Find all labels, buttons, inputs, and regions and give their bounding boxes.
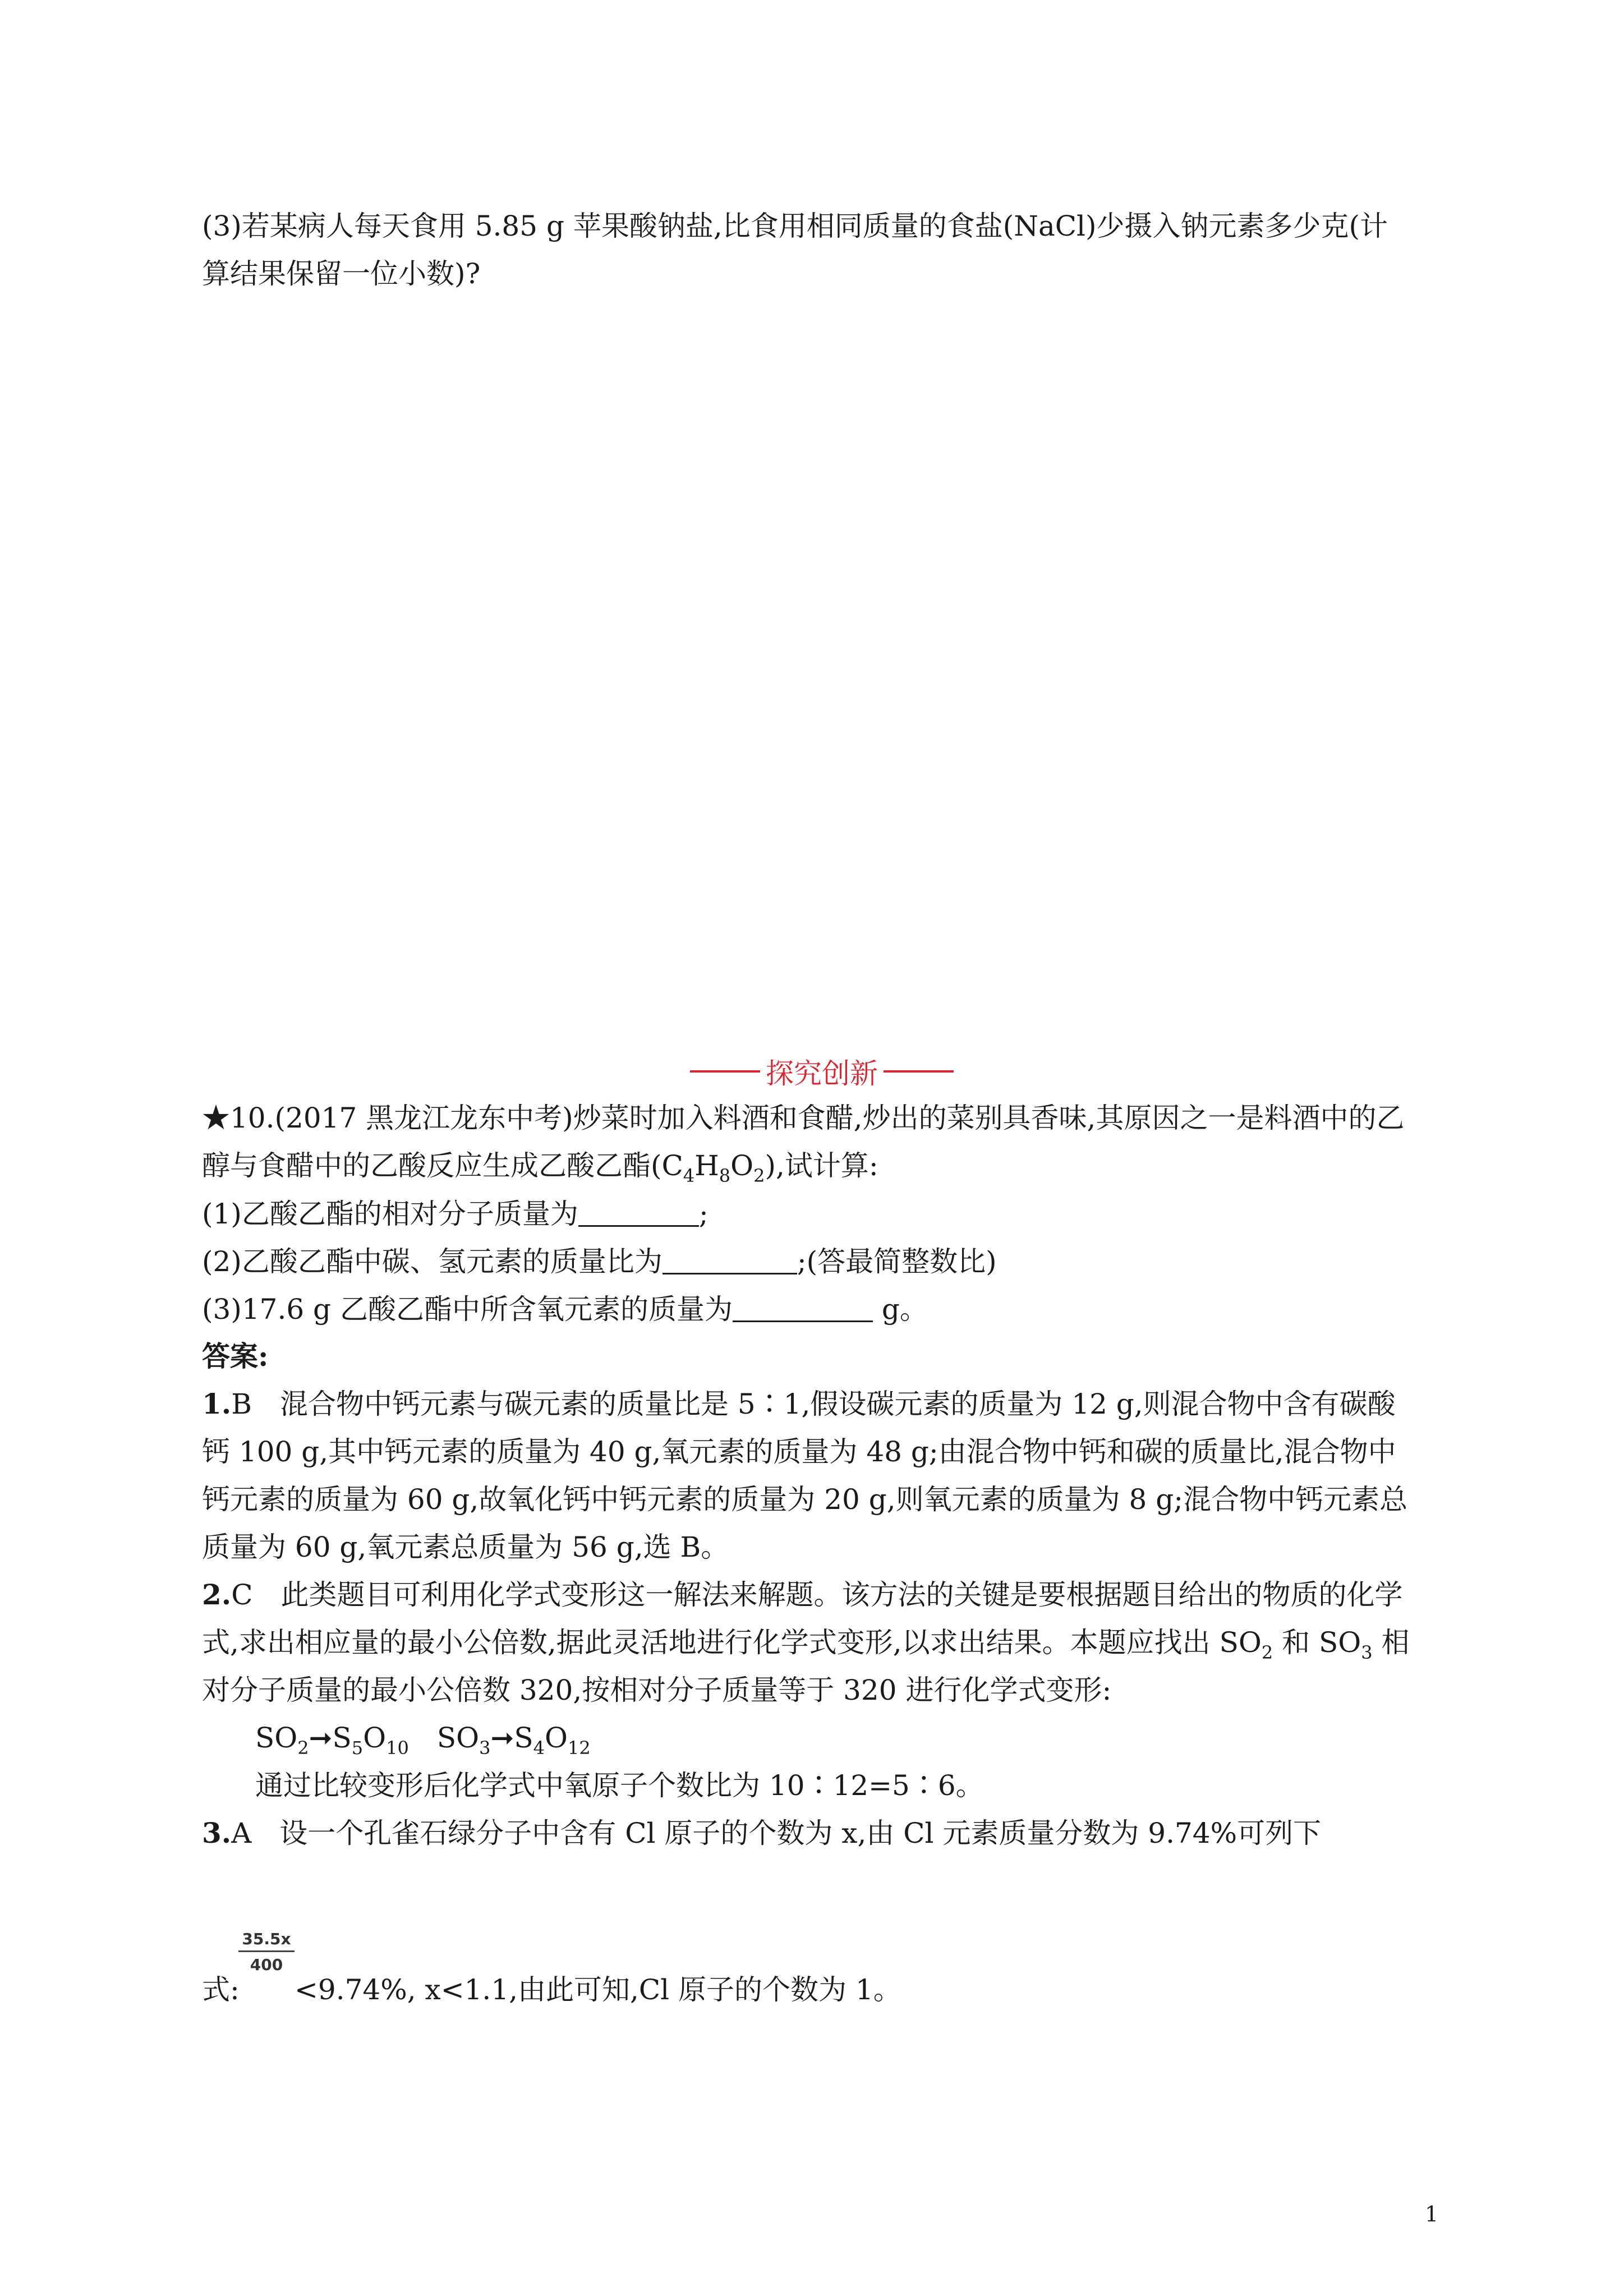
subscript: 2 <box>1261 1642 1273 1663</box>
subscript: 8 <box>719 1165 731 1186</box>
fraction-denominator: 400 <box>250 1955 283 1974</box>
answer-text: 设一个孔雀石绿分子中含有 Cl 原子的个数为 x,由 Cl 元素质量分数为 9.74%可列下 <box>251 1817 1322 1849</box>
answers-heading: 答案: <box>202 1340 269 1373</box>
q10-text: O <box>730 1149 754 1182</box>
answer-blank-2[interactable] <box>663 1247 797 1274</box>
formula-text: SO <box>408 1722 480 1754</box>
answer-text: 混合物中钙元素与碳元素的质量比是 5∶1,假设碳元素的质量为 12 g,则混合物中含有碳酸 <box>251 1388 1396 1420</box>
subscript: 4 <box>533 1737 545 1759</box>
q10-text: 醇与食醋中的乙酸反应生成乙酸乙酯(C <box>202 1149 683 1182</box>
answer-number: 2. <box>202 1578 232 1611</box>
answer-letter: C <box>231 1579 253 1611</box>
answer-2-line1 <box>202 1578 1403 1611</box>
q10-line1: ★10.(2017 黑龙江龙东中考)炒菜时加入料酒和食醋,炒出的菜别具香味,其原因之一是料酒中的乙 <box>202 1102 1405 1134</box>
answer-letter: A <box>231 1817 252 1849</box>
q9-part3-line2: 算结果保留一位小数)? <box>202 257 481 290</box>
answer-number: 3. <box>202 1816 232 1849</box>
formula-text: O <box>545 1722 568 1754</box>
answer-1-line4: 质量为 60 g,氧元素总质量为 56 g,选 B。 <box>202 1531 729 1563</box>
q10-text: H <box>694 1149 719 1182</box>
answer-number: 1. <box>202 1387 232 1420</box>
answer-1-line1 <box>202 1387 1396 1420</box>
answer-3-line2: <9.74%, x<1.1,由此可知,Cl 原子的个数为 1。 <box>295 1973 901 2006</box>
section-header <box>690 1055 954 1088</box>
subscript: 3 <box>479 1737 491 1759</box>
arrow-icon: ➞ <box>490 1722 514 1754</box>
answer-blank-1[interactable] <box>578 1199 699 1227</box>
fraction-numerator: 35.5x <box>238 1930 295 1952</box>
answer-blank-3[interactable] <box>733 1295 873 1322</box>
answer-1-line2: 钙 100 g,其中钙元素的质量为 40 g,氧元素的质量为 48 g;由混合物中钙和碳的质量比,混合物中 <box>202 1435 1396 1468</box>
fraction <box>238 1930 295 1974</box>
q10-part1-text: (1)乙酸乙酯的相对分子质量为 <box>202 1198 578 1230</box>
subscript: 5 <box>351 1737 364 1759</box>
page-number: 1 <box>1425 2202 1439 2226</box>
q10-part1-end: ; <box>698 1198 709 1230</box>
subscript: 2 <box>297 1737 309 1759</box>
answer-1-line3: 钙元素的质量为 60 g,故氧化钙中钙元素的质量为 20 g,则氧元素的质量为 8 g;混合物中钙元素总 <box>202 1483 1408 1516</box>
subscript: 4 <box>683 1165 695 1186</box>
q10-part2 <box>202 1247 997 1276</box>
answer-2-line2 <box>202 1628 1409 1662</box>
subscript: 3 <box>1361 1642 1373 1663</box>
q10-part2-end: ;(答最简整数比) <box>797 1245 997 1278</box>
q9-part3-line1: (3)若某病人每天食用 5.85 g 苹果酸钠盐,比食用相同质量的食盐(NaCl)少摄入钠元素多少克(计 <box>202 210 1388 242</box>
answer-3-line2-prefix: 式: <box>202 1973 240 2006</box>
subscript: 2 <box>753 1165 765 1186</box>
formula-text: S <box>514 1722 533 1754</box>
answer-text: 此类题目可利用化学式变形这一解法来解题。该方法的关键是要根据题目给出的物质的化学 <box>252 1579 1403 1611</box>
q10-text: ),试计算: <box>765 1149 878 1182</box>
answer-text: 相 <box>1372 1626 1410 1659</box>
section-rule-left <box>690 1070 760 1073</box>
section-rule-right <box>884 1070 954 1073</box>
answer-2-formula <box>255 1724 591 1757</box>
answer-3-line1 <box>202 1816 1322 1849</box>
answer-text: 和 SO <box>1273 1626 1361 1659</box>
q10-part3-end: g。 <box>872 1293 928 1326</box>
answer-text: 式,求出相应量的最小公倍数,据此灵活地进行化学式变形,以求出结果。本题应找出 SO <box>202 1626 1262 1659</box>
formula-text: SO <box>255 1722 298 1754</box>
arrow-icon: ➞ <box>309 1722 333 1754</box>
formula-text: O <box>363 1722 387 1754</box>
q10-part3-text: (3)17.6 g 乙酸乙酯中所含氧元素的质量为 <box>202 1293 733 1326</box>
q10-part3 <box>202 1293 928 1326</box>
section-title: 探究创新 <box>766 1057 878 1090</box>
answer-letter: B <box>231 1388 252 1420</box>
q10-line2 <box>202 1149 878 1186</box>
formula-text: S <box>332 1722 352 1754</box>
q10-part1 <box>202 1199 709 1228</box>
subscript: 12 <box>568 1737 591 1759</box>
q10-part2-text: (2)乙酸乙酯中碳、氢元素的质量比为 <box>202 1245 663 1278</box>
answer-2-line5: 通过比较变形后化学式中氧原子个数比为 10∶12=5∶6。 <box>255 1769 984 1802</box>
answer-2-line3: 对分子质量的最小公倍数 320,按相对分子质量等于 320 进行化学式变形: <box>202 1674 1112 1706</box>
subscript: 10 <box>386 1737 409 1759</box>
